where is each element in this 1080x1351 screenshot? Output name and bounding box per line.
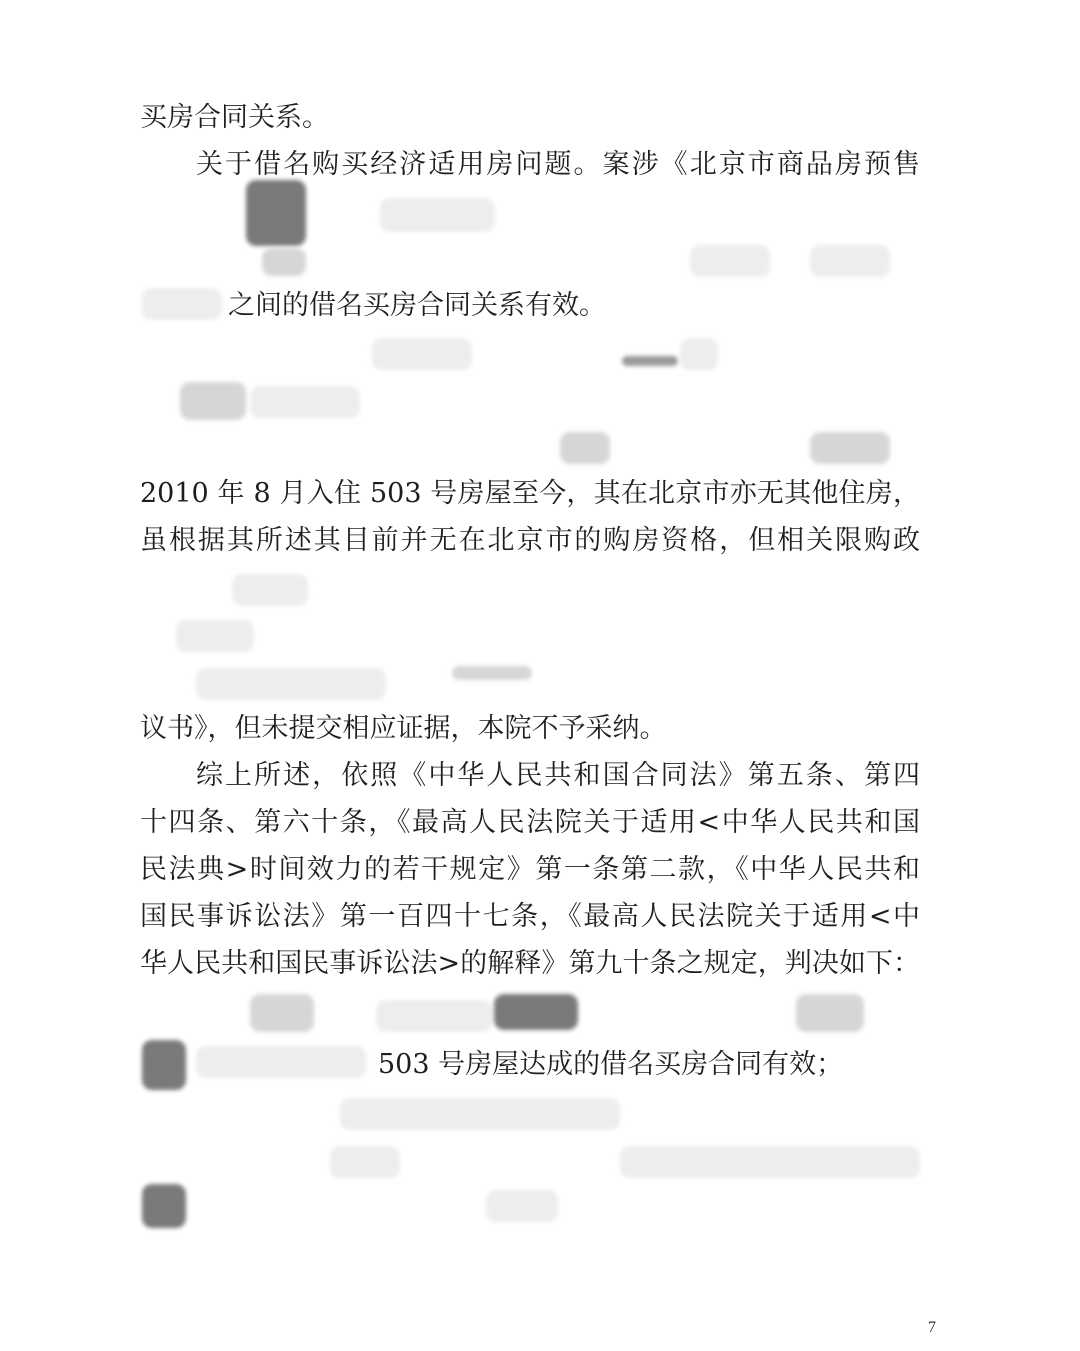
text-line: 华人民共和国民事诉讼法>的解释》第九十条之规定，判决如下： xyxy=(140,948,920,979)
redaction-mark xyxy=(620,1146,920,1178)
redaction-mark xyxy=(142,1040,186,1090)
redaction-mark xyxy=(560,432,610,464)
text-line: 综上所述，依照《中华人民共和国合同法》第五条、第四 xyxy=(196,760,920,791)
redaction-mark xyxy=(810,432,890,464)
text-line: 关于借名购买经济适用房问题。案涉《北京市商品房预售 xyxy=(196,149,920,180)
redaction-mark xyxy=(232,574,308,606)
text-line: 503 号房屋达成的借名买房合同有效； xyxy=(378,1049,844,1080)
redaction-mark xyxy=(690,245,770,277)
redaction-mark xyxy=(196,668,386,700)
text-line: 民法典>时间效力的若干规定》第一条第二款，《中华人民共和 xyxy=(140,854,920,885)
redaction-mark xyxy=(330,1146,400,1178)
redaction-mark xyxy=(796,994,864,1032)
redaction-mark xyxy=(176,620,254,652)
redaction-mark xyxy=(340,1098,620,1130)
redaction-mark xyxy=(142,288,222,320)
redaction-mark xyxy=(622,356,678,366)
redaction-mark xyxy=(196,1046,366,1078)
redaction-mark xyxy=(372,338,472,370)
redaction-mark xyxy=(376,1000,492,1032)
redaction-mark xyxy=(810,245,890,277)
text-line: 2010 年 8 月入住 503 号房屋至今，其在北京市亦无其他住房， xyxy=(140,478,920,509)
text-line: 之间的借名买房合同关系有效。 xyxy=(228,290,606,321)
redaction-mark xyxy=(142,1184,186,1228)
redaction-mark xyxy=(250,994,314,1032)
text-line: 虽根据其所述其目前并无在北京市的购房资格，但相关限购政 xyxy=(140,525,920,556)
redaction-mark xyxy=(250,386,360,418)
page-number: 7 xyxy=(928,1319,936,1336)
text-line: 议书》，但未提交相应证据，本院不予采纳。 xyxy=(140,713,667,744)
redaction-mark xyxy=(246,180,306,246)
redaction-mark xyxy=(452,666,532,680)
redaction-mark xyxy=(262,248,306,276)
text-line: 十四条、第六十条，《最高人民法院关于适用<中华人民共和国 xyxy=(140,807,920,838)
redaction-mark xyxy=(680,338,718,370)
redaction-mark xyxy=(380,198,495,232)
text-line: 买房合同关系。 xyxy=(140,102,329,133)
text-line: 国民事诉讼法》第一百四十七条，《最高人民法院关于适用<中 xyxy=(140,901,920,932)
redaction-mark xyxy=(494,994,578,1030)
redaction-mark xyxy=(180,382,246,420)
redaction-mark xyxy=(486,1190,558,1222)
